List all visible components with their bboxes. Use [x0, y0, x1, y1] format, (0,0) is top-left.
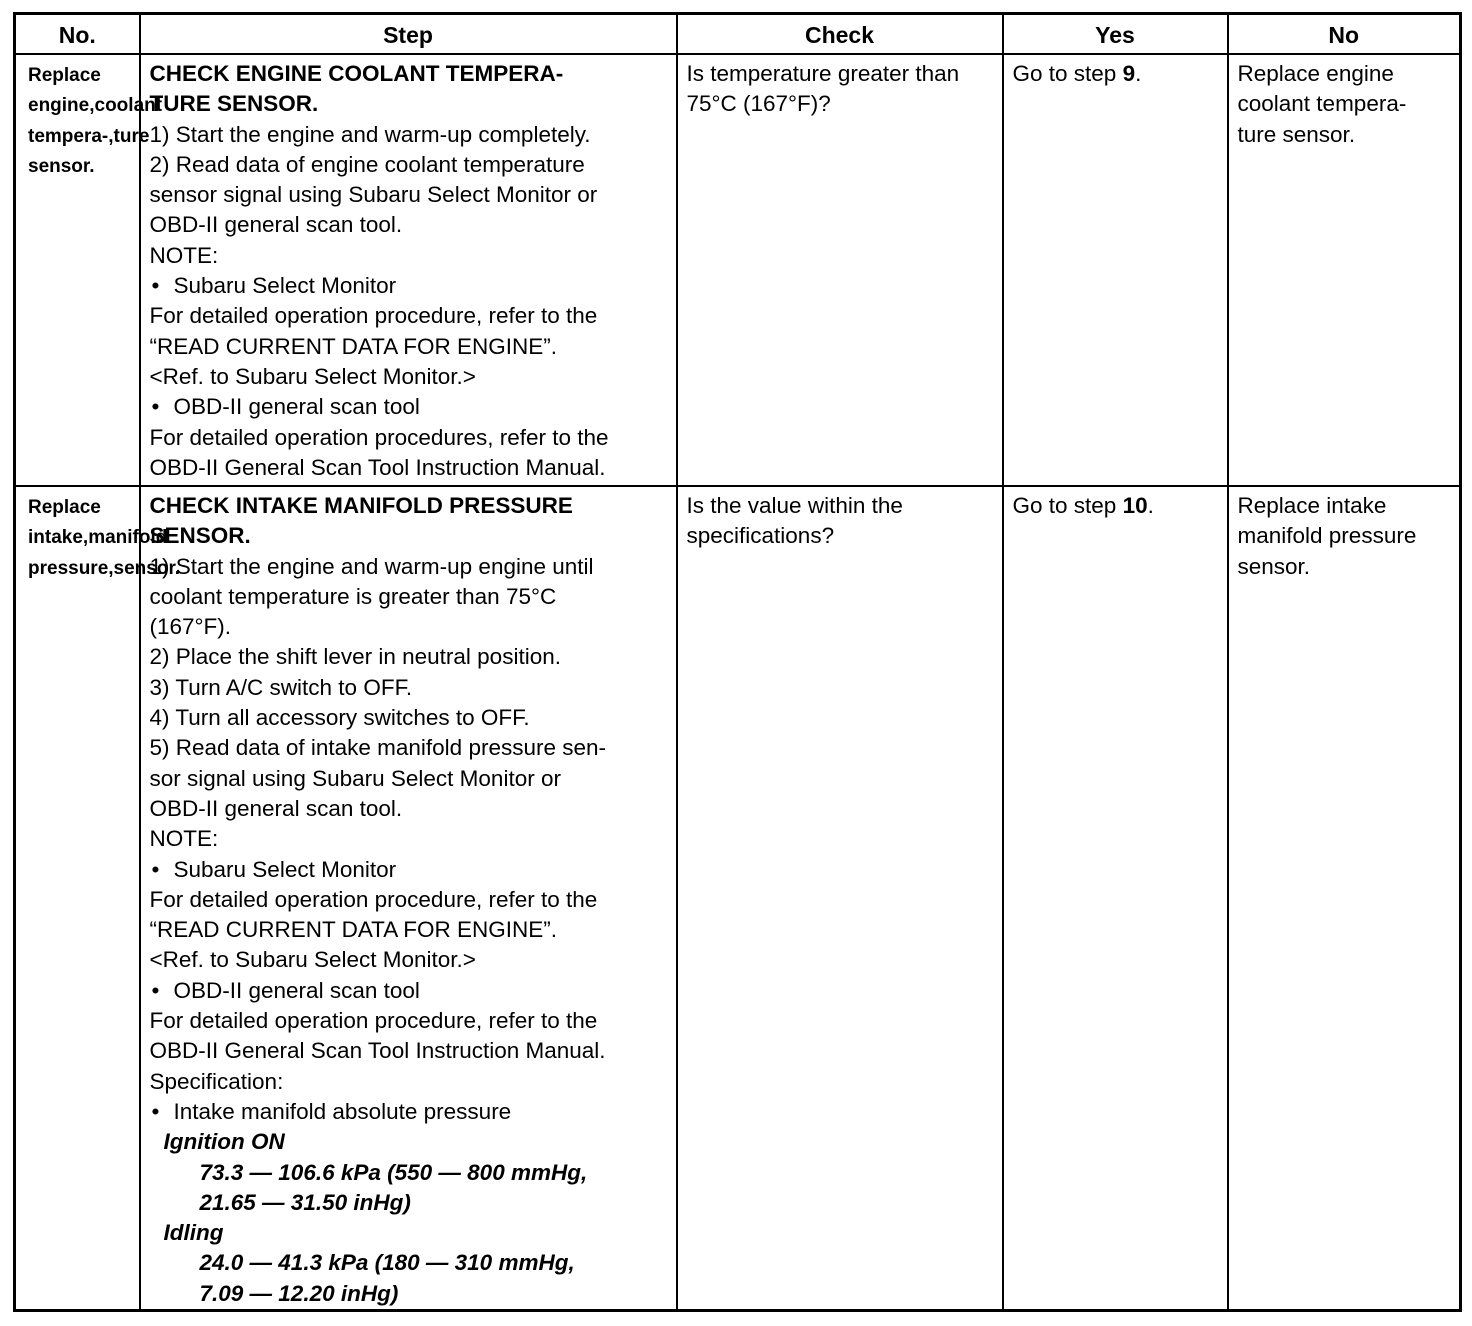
table-row	[15, 486, 1461, 1311]
check-cell	[677, 54, 1003, 486]
table-row	[15, 54, 1461, 486]
spec-condition: Ignition ON	[163, 1129, 285, 1155]
bullet-item: • Subaru Select Monitor	[150, 271, 668, 301]
step-text: “READ CURRENT DATA FOR ENGINE”.	[149, 917, 558, 943]
spec-value: 7.09 — 12.20 inHg)	[199, 1280, 399, 1306]
step-text: <Ref. to Subaru Select Monitor.>	[149, 947, 476, 973]
header-no: No.	[15, 14, 140, 55]
spec-condition: Idling	[163, 1220, 224, 1246]
yes-cell	[1003, 54, 1228, 486]
no-text: ture sensor.	[1237, 121, 1356, 147]
step-text: coolant temperature is greater than 75°C	[149, 583, 557, 609]
no-cell	[1228, 486, 1461, 1311]
step-text: 3) Turn A/C switch to OFF.	[149, 674, 413, 700]
spec-value: 21.65 — 31.50 inHg)	[199, 1189, 411, 1215]
step-text: 2) Read data of engine coolant temperature	[149, 151, 585, 177]
yes-step-link[interactable]: 10	[1122, 493, 1148, 518]
diagnostic-procedure-table	[13, 12, 1462, 1312]
header-yes: Yes	[1003, 14, 1228, 55]
no-text: coolant tempera-	[1237, 91, 1407, 117]
step-title: TURE SENSOR.	[149, 91, 319, 117]
step-text: Specification:	[149, 1068, 284, 1094]
spec-value: 73.3 — 106.6 kPa (550 — 800 mmHg,	[199, 1159, 588, 1185]
yes-step-link[interactable]: 9	[1122, 61, 1136, 86]
step-number: Replace intake,manifold pressure,sensor.	[28, 497, 181, 579]
check-text: Is the value within the	[686, 493, 903, 518]
no-text: Replace engine	[1237, 61, 1394, 86]
step-text: For detailed operation procedure, refer to the	[149, 303, 598, 329]
yes-action: Go to step 10.	[1012, 493, 1154, 518]
step-text: (167°F).	[149, 614, 232, 640]
yes-cell	[1003, 486, 1228, 1311]
step-text: 1) Start the engine and warm-up engine until	[149, 553, 594, 579]
check-text: 75°C (167°F)?	[686, 91, 831, 117]
step-text: OBD-II general scan tool.	[149, 212, 403, 238]
step-text: sensor signal using Subaru Select Monitor or	[149, 182, 598, 208]
step-number-cell	[15, 486, 181, 1311]
step-text: NOTE:	[149, 242, 219, 268]
step-text: OBD-II General Scan Tool Instruction Manual.	[149, 454, 606, 480]
step-text: For detailed operation procedures, refer to the	[149, 424, 609, 450]
header-row	[15, 14, 1461, 55]
no-text: manifold pressure	[1237, 523, 1417, 549]
bullet-item: • OBD-II general scan tool	[150, 392, 668, 422]
step-number: Replace engine,coolant tempera-,ture sensor.	[28, 65, 163, 177]
step-text: For detailed operation procedure, refer to the	[149, 886, 598, 912]
bullet-item: • Intake manifold absolute pressure	[150, 1097, 668, 1127]
step-text: 4) Turn all accessory switches to OFF.	[149, 705, 530, 731]
step-text: OBD-II general scan tool.	[149, 795, 403, 821]
step-title: CHECK INTAKE MANIFOLD PRESSURE	[149, 493, 573, 518]
check-cell	[677, 486, 1003, 1311]
spec-value: 24.0 — 41.3 kPa (180 — 310 mmHg,	[199, 1250, 575, 1276]
bullet-item: • OBD-II general scan tool	[150, 976, 668, 1006]
header-no-result: No	[1228, 14, 1461, 55]
header-check: Check	[677, 14, 1003, 55]
step-text: sor signal using Subaru Select Monitor or	[149, 765, 561, 791]
header-step: Step	[140, 14, 677, 55]
check-text: Is temperature greater than	[686, 61, 960, 86]
no-cell	[1228, 54, 1461, 486]
step-cell	[140, 486, 677, 1311]
step-text: 1) Start the engine and warm-up completely.	[149, 121, 591, 147]
step-cell	[140, 54, 677, 486]
no-text: sensor.	[1237, 553, 1311, 579]
check-text: specifications?	[686, 523, 835, 549]
yes-action: Go to step 9.	[1012, 61, 1142, 86]
step-text: OBD-II General Scan Tool Instruction Manual.	[149, 1038, 606, 1064]
step-text: For detailed operation procedure, refer to the	[149, 1008, 598, 1034]
no-text: Replace intake	[1237, 493, 1387, 518]
step-text: “READ CURRENT DATA FOR ENGINE”.	[149, 333, 558, 359]
bullet-item: • Subaru Select Monitor	[150, 855, 668, 885]
step-number-cell	[15, 54, 163, 486]
step-title: CHECK ENGINE COOLANT TEMPERA-	[149, 61, 564, 86]
step-text: 5) Read data of intake manifold pressure sen-	[149, 735, 607, 761]
step-text: <Ref. to Subaru Select Monitor.>	[149, 363, 476, 389]
step-title: SENSOR.	[149, 523, 251, 549]
step-text: NOTE:	[149, 826, 219, 852]
step-text: 2) Place the shift lever in neutral position.	[149, 644, 561, 670]
